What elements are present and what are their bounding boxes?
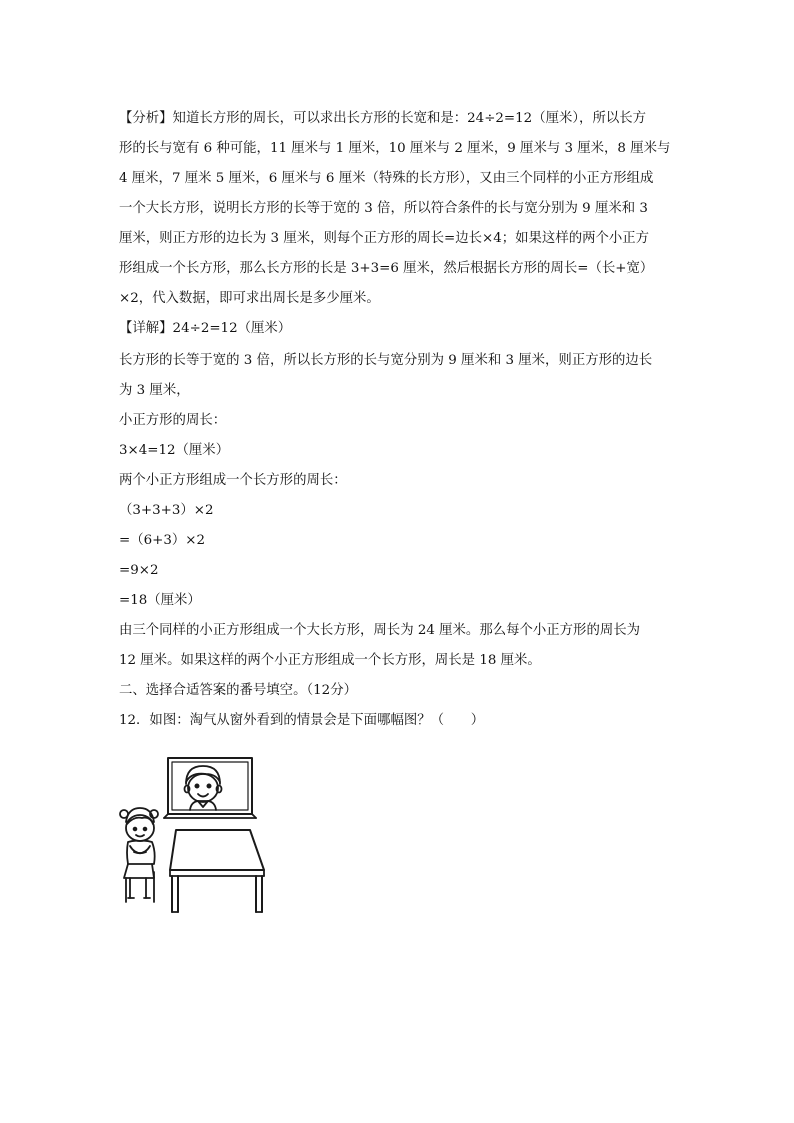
analysis-line: ×2，代入数据，即可求出周长是多少厘米。 xyxy=(119,291,380,306)
detail-line: 两个小正方形组成一个长方形的周长： xyxy=(119,473,347,488)
table-figure xyxy=(170,830,264,912)
detail-line: 长方形的长等于宽的 3 倍，所以长方形的长与宽分别为 9 厘米和 3 厘米，则正方形的边长 xyxy=(119,353,653,368)
detail-line: 【详解】24÷2=12（厘米） xyxy=(119,321,292,336)
detail-line: =9×2 xyxy=(119,563,159,578)
detail-line: 12 厘米。如果这样的两个小正方形组成一个长方形，周长是 18 厘米。 xyxy=(119,653,541,668)
analysis-line: 4 厘米，7 厘米 5 厘米，6 厘米与 6 厘米（特殊的长方形），又由三个同样的小正方形组成 xyxy=(119,171,654,186)
detail-line: （3+3+3）×2 xyxy=(119,503,214,518)
detail-line: =18（厘米） xyxy=(119,593,201,608)
boy-figure xyxy=(185,766,222,810)
analysis-line: 形组成一个长方形，那么长方形的长是 3+3=6 厘米，然后根据长方形的周长=（长+宽） xyxy=(119,261,654,276)
section-2 xyxy=(119,676,679,736)
content-column xyxy=(119,104,679,736)
detail-block xyxy=(119,314,679,676)
detail-line: 3×4=12（厘米） xyxy=(119,443,230,458)
question-12: 12．如图：淘气从窗外看到的情景会是下面哪幅图？（ ） xyxy=(119,713,485,728)
analysis-block xyxy=(119,104,679,314)
girl-figure xyxy=(120,808,158,902)
detail-line: =（6+3）×2 xyxy=(119,533,205,548)
detail-line: 由三个同样的小正方形组成一个大长方形，周长为 24 厘米。那么每个小正方形的周长为 xyxy=(119,623,641,638)
analysis-line: 厘米，则正方形的边长为 3 厘米，则每个正方形的周长=边长×4；如果这样的两个小正方 xyxy=(119,231,650,246)
detail-line: 小正方形的周长： xyxy=(119,413,227,428)
analysis-line: 一个大长方形，说明长方形的长等于宽的 3 倍，所以符合条件的长与宽分别为 9 厘米和 3 xyxy=(119,201,648,216)
section-heading: 二、选择合适答案的番号填空。（12分） xyxy=(119,683,357,698)
detail-line: 为 3 厘米， xyxy=(119,383,190,398)
analysis-line: 【分析】知道长方形的周长，可以求出长方形的长宽和是：24÷2=12（厘米），所以长方 xyxy=(119,111,647,126)
analysis-line: 形的长与宽有 6 种可能，11 厘米与 1 厘米，10 厘米与 2 厘米，9 厘米与 3 厘米，8 厘米与 xyxy=(119,141,671,156)
window-scene-illustration xyxy=(116,752,276,914)
